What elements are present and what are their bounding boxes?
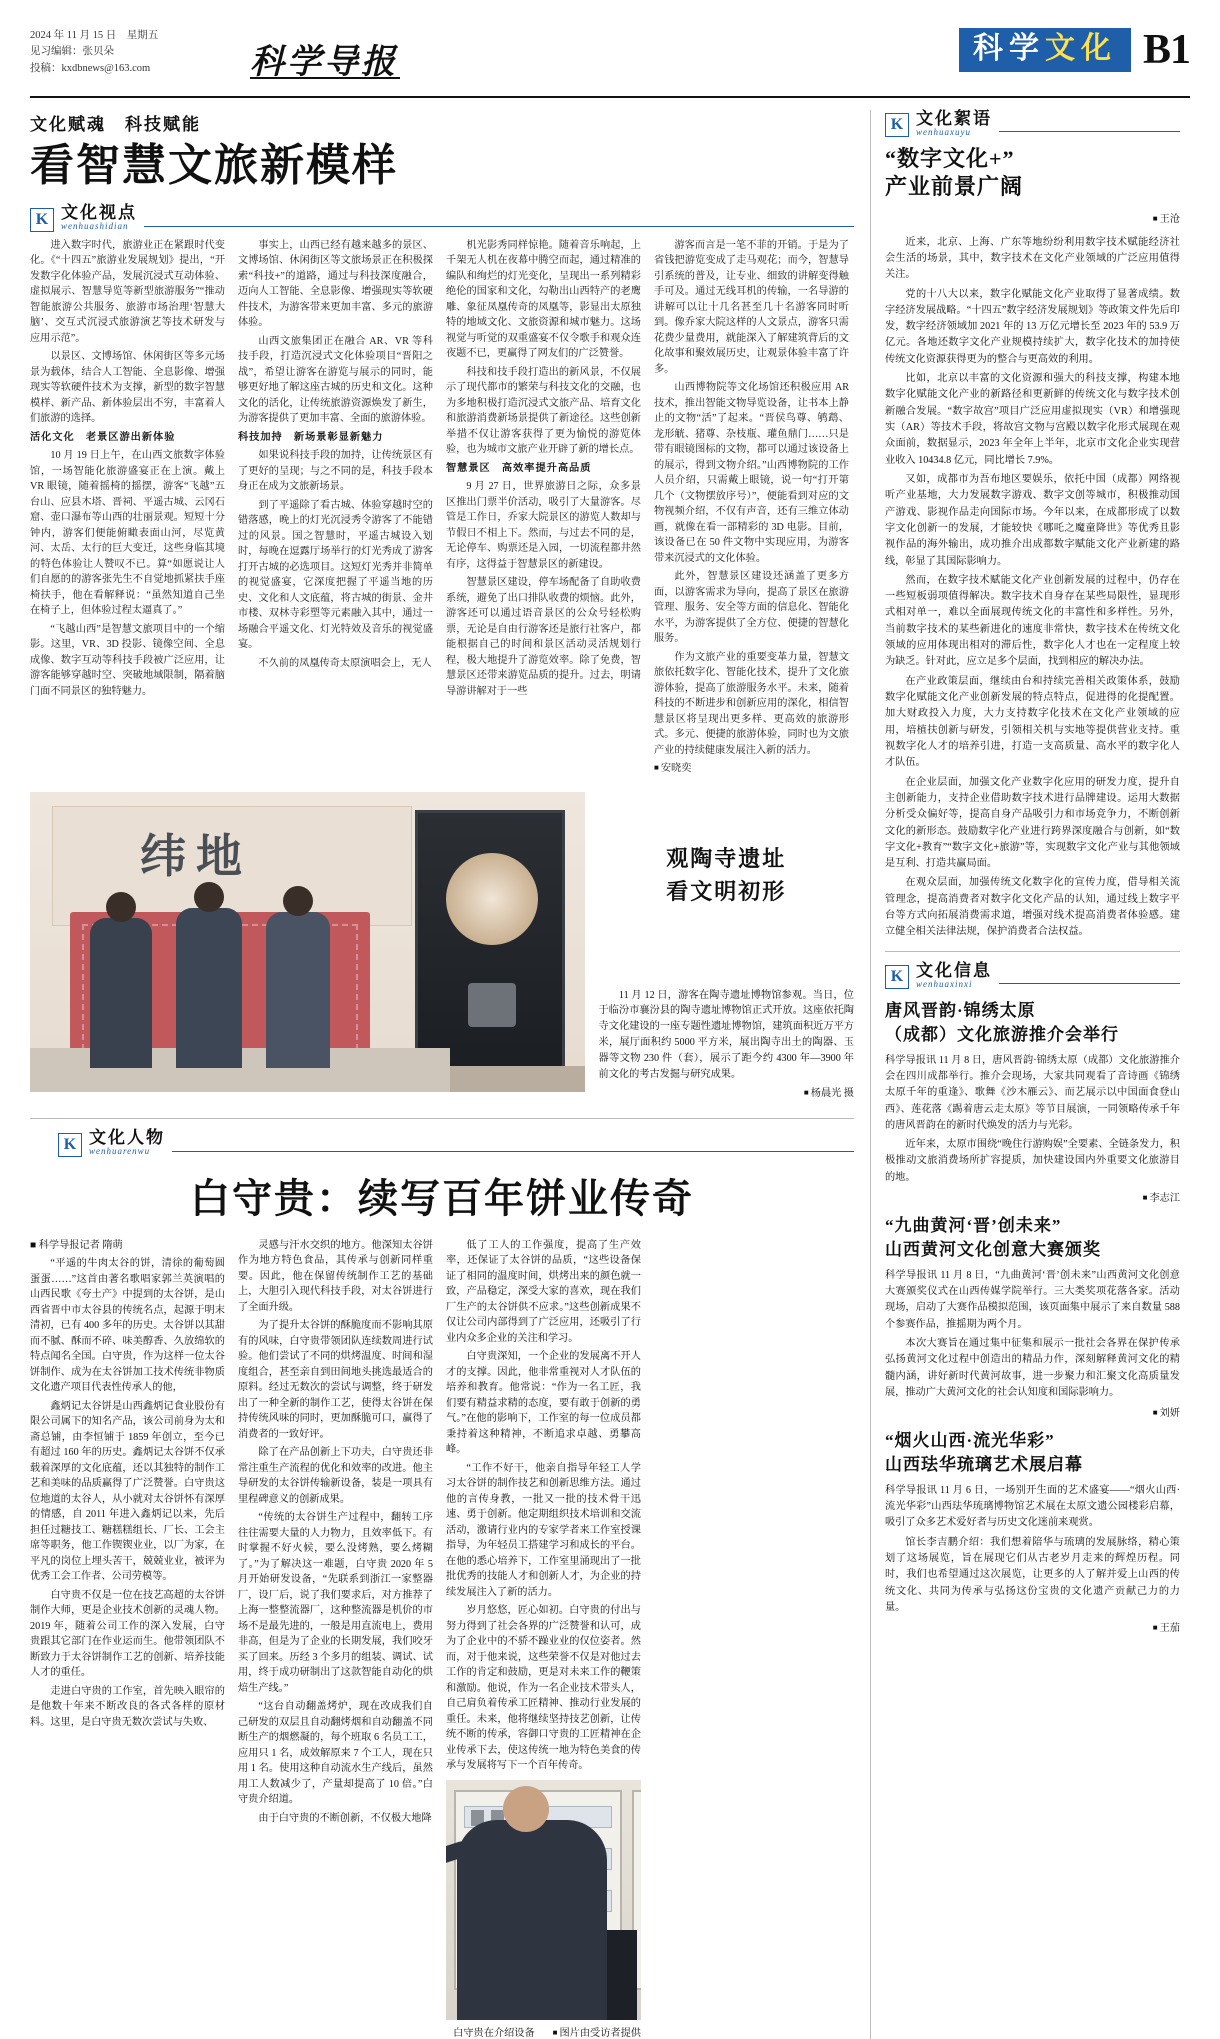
lead-headline: 看智慧文旅新模样 bbox=[30, 141, 398, 190]
paragraph: 鑫炳记太谷饼是山西鑫炳记食业股份有限公司属下的知名产品，该公司前身为太和斋总铺，由李恒铺于 1859 年创立，至今已有超过 160 年的历史。鑫炳记太谷饼不仅承载着深厚的文化底蕴，还以其独特的制作工艺和美味的品质赢得了广泛赞誉。白守贵这位地道的太谷人，从小就对太谷饼怀有深厚的情感，自 2011 年进入鑫炳记以来，先后担任过糖技工、糖糕糕组长、厂长、工会主席等职务，他工作锲锲业业，以厂为家，在平凡的岗位上埋头苦干，兢兢业业，被评为优秀工会工作者、公司劳模等。 bbox=[30, 1400, 225, 1583]
exhibit-title-text: 纬地 bbox=[140, 830, 252, 882]
sidebar-section-label-top bbox=[885, 110, 1180, 137]
museum-photo bbox=[30, 792, 585, 1092]
issue-date: 2024 年 11 月 15 日 星期五 bbox=[30, 30, 159, 41]
masthead bbox=[30, 26, 1190, 98]
feature-col-3 bbox=[446, 1238, 641, 2039]
paragraph: 科学导报讯 11 月 6 日，一场别开生面的艺术盛宴——“烟火山西·流光华彩”山西珐华琉璃博物馆艺术展在太原文遗公园楼彩启幕，吸引了众多艺术爱好者与历史文化迷前来观赏。 bbox=[885, 1484, 1180, 1529]
paragraph: 智慧景区建设，停车场配备了自助收费系统，避免了出口排队收费的烦恼。此外，游客还可以通过语音景区的公众号轻松购票，无论是自由行游客还是旅行社客户，都能根据自己的时间和景区活动灵活规划行程，极大地提升了游览效率。除了免费，智慧景区还带来游览品质的提升。过去，明请导游讲解对于一些 bbox=[446, 577, 641, 697]
k-logo-icon: K bbox=[58, 1133, 82, 1157]
paragraph: 科学导报讯 11 月 8 日，唐风晋韵·锦绣太原（成都）文化旅游推介会在四川成都举行。推介会现场，大家共同观看了音诗画《锦绣太原千年的重逢》、歌舞《沙木雁云》、而艺展示以中国面食登山西》、莲花落《踢着唐云走太原》等节目展演，一同领略传承千年的唐风晋韵在的新时代焕发的活力与光彩。 bbox=[885, 1054, 1180, 1131]
feature-col-2 bbox=[238, 1238, 433, 2039]
paragraph: 在产业政策层面，继续由台和持续完善相关政策体系，鼓励数字化赋能文化产业创新发展的特点特点，促进得的化提配置。加大财政投入力度，大力支持数字化技术在文化产业领域的应用，培植扶创新与研发，引领相关机与实地等提供营业支持。重视数字化人才的培养引进，打造一支高质量、高水平的数字化人才队伍。 bbox=[885, 675, 1180, 769]
label-rule bbox=[999, 983, 1180, 984]
paragraph: 岁月悠悠，匠心如初。白守贵的付出与努力得到了社会各界的广泛赞誉和认可，成为了企业中的不骄不躁业业的仅位姿者。然而，对于他来说，这些荣誉不仅是对他过去工作的肯定和鼓励，更是对未来工作的鞭策和激励。他说，作为一名企业技术带头人，自己肩负着传承工匠精神、推动行业发展的重任。未来，他将继续坚持技艺创新，让传统不断的传承，容御口守贵的工匠精神在企业传承下去，使这传统一地为特色美食的传承与发展将写下一个百年传奇。 bbox=[446, 1605, 641, 1772]
main-column bbox=[30, 110, 870, 2039]
visitor-head bbox=[106, 892, 136, 922]
lead-section-label bbox=[30, 204, 854, 231]
feature-photo-credit: ■ 图片由受访者提供 bbox=[552, 2027, 641, 2039]
paragraph: 事实上，山西已经有越来越多的景区、文博场馆、休闲街区等文旅场景正在积极探索“科技+”的道路，通过与科技深度融合，迈向人工智能、全息影像、增强现实等软硬件技术，为游客带来更加丰富、多元的旅游体验。 bbox=[238, 239, 433, 329]
article-byline: ■ 安晓奕 bbox=[654, 763, 692, 775]
submission-email: 投稿：kxdbnews@163.com bbox=[30, 62, 151, 74]
paragraph: 灵感与汗水交织的地方。他深知太谷饼作为地方特色食品，其传承与创新同样重要。因此，他在保留传统制作工艺的基础上，大胆引入现代科技手段，对太谷饼进行了全面升级。 bbox=[238, 1239, 433, 1313]
news-item bbox=[885, 1429, 1180, 1634]
lead-kicker: 文化赋魂 科技赋能 bbox=[30, 115, 201, 134]
section-badge-part-b: 文化 bbox=[1044, 32, 1117, 65]
paragraph: 本次大赛旨在通过集中征集和展示一批社会各界在保护传承弘扬黄河文化过程中创造出的精品力作，深刻解释黄河文化的精髓内涵，讲好新时代黄河故事，进一步聚力和汇聚文化高质量发展，推动广大黄河文化的社会认知度和国际影响力。 bbox=[885, 1337, 1180, 1398]
feature-photo-caption-text: 白守贵在介绍设备 bbox=[453, 2027, 535, 2039]
feature-section-label bbox=[58, 1129, 854, 1156]
news-title-line1: “九曲黄河‘晋’创未来” bbox=[885, 1216, 1062, 1236]
lead-article-columns bbox=[30, 238, 854, 780]
paragraph: “飞越山西”是智慧文旅项目中的一个缩影。这里，VR、3D 投影、镜像空间、全息成像、数字互动等科技手段被广泛应用，让游客能够穿越时空、突破地域限制，隔着脑门面不同景区的独特魅力。 bbox=[30, 623, 225, 697]
subheading: 科技加持 新场景彰显新魅力 bbox=[238, 431, 384, 443]
news-byline: ■ 李志江 bbox=[1142, 1193, 1180, 1205]
photo-caption-text: 11 月 12 日，游客在陶寺遗址博物馆参观。当日，位于临汾市襄汾县的陶寺遗址博物馆正式开放。这座依托陶寺文化建设的一座专题性遗址博物馆，建筑面积近万平方米，展厅面积约 5000 平方米，展出陶寺出土的陶器、玉器等文物 230 件（套），展示了距今约 4300 年—3900 年前文化的考古发掘与研究成果。 bbox=[598, 989, 854, 1080]
display-case bbox=[415, 810, 565, 1072]
person-head bbox=[503, 1786, 549, 1832]
feature-reporter-line: ■ 科学导报记者 隋萌 bbox=[30, 1239, 123, 1251]
photo-caption-block bbox=[599, 792, 854, 1103]
paragraph: 山西文旅集团正在融合 AR、VR 等科技手段，打造沉浸式文化体验项目“晋阳之战”，希望让游客在游览与展示的同时，能够更好地了解这座古城的历史和文化。这种文化的活化，让传统旅游资源焕发了新生，为游客提供了更加丰富、全面的旅游体验。 bbox=[238, 335, 433, 425]
news-item bbox=[885, 1214, 1180, 1419]
label-rule bbox=[144, 226, 854, 227]
paragraph: 又如，成都市为吾布地区要娱乐，依托中国（成都）网络视听产业基地，大力发展数字游戏、数字文创等城市，积极推动国产游戏、影视作品走向国际市场。今年以来，在成都形成了以数字文化创新一的发展，才能较快《哪吒之魔童降世》等优秀且影视作品的海外输出，成功推介出成都数字赋能文化产业新建的路线，彰显了其国际影响力。 bbox=[885, 473, 1180, 567]
paragraph: 近年来，太原市围绕“晚住行游购娱”全要素、全链条发力，积极推动文旅消费场所扩容提质，加快建设国内外重要文化旅游目的地。 bbox=[885, 1139, 1180, 1183]
paragraph: 科技和技手段打造出的新风景，不仅展示了现代都市的繁荣与科技文化的交融，也为多地积极打造沉浸式文旅产品、培育文化和旅游消费新场景提供了新途径。这些创新举措不仅让游客获得了更为愉悦的游览体验，也为城市文旅产业开辟了新的增长点。 bbox=[446, 366, 641, 456]
paragraph: 进入数字时代，旅游业正在紧跟时代变化。《“十四五”旅游业发展规划》提出，“开发数字化体验产品，发展沉浸式互动体验、虚拟展示、智慧导览等新型旅游服务”“推动智能旅游公共服务、旅游市场治理‘智慧大脑’、交互式沉浸式旅游演艺等技术研发与应用示范”。 bbox=[30, 239, 225, 344]
k-logo-icon: K bbox=[885, 965, 909, 989]
feature-photo bbox=[446, 1780, 641, 2020]
visitor-figure bbox=[90, 918, 152, 1068]
paragraph: 如果说科技手段的加持，让传统景区有了更好的呈现；与之不同的是，科技手段本身正在成为文旅新场景。 bbox=[238, 450, 433, 493]
lead-col-3 bbox=[446, 238, 641, 780]
feature-col-1 bbox=[30, 1238, 225, 2039]
paragraph: 到了平遥除了看古城、体验穿越时空的错落感，晚上的灯光沉浸秀令游客了不能错过的风景。国之智慧时，平遥古城设入划时，每晚在逗露厅场举行的灯光秀成了游客打开古城的必选项目。这短灯光秀并非简单的视觉盛宴，它深度把握了平遥当地的历史、文化和人文底蕴，将古城的街景、金井市楼、双林寺彩塑等元素融入其中，通过一场融合平遥文化、灯光特效及音乐的视觉盛宴。 bbox=[238, 499, 433, 651]
paragraph: 机光影秀同样惊艳。随着音乐响起，上千架无人机在夜幕中腾空而起，通过精准的编队和绚烂的灯光变化，呈现出一系列精彩绝伦的国家和文化，勾勒出山西特产的老鹰雕、象征凤凰传奇的凤凰等，影显出太原独特的地域文化、文旅资源和城市魅力。这场视觉与听觉的双重盛宴不仅令歌手和观众连夜题不已，更赢得了网友们的广泛赞誉。 bbox=[446, 239, 641, 360]
paragraph: “这台自动翻盖烤炉，现在改成我们自己研发的双层且自动翻烤烟和自动翻盖不同断生产的烟燃凝的，每个班取 6 名员工工，应用只 1 名，成效解原来 7 个工人，现在只用 1 名。使用这种自动流水生产线后，虽然用工人数减少了，产量却提高了 10 倍。”白守贵介绍道。 bbox=[238, 1701, 433, 1806]
paragraph: 走进白守贵的工作室，首先映入眼帘的是他数十年来不断改良的各式各样的原材料。这里，是白守贵无数次尝试与失败、 bbox=[30, 1685, 225, 1728]
sidebar-headline-line2: 产业前景广阔 bbox=[885, 174, 1024, 200]
news-body bbox=[885, 1483, 1180, 1617]
paragraph: 白守贵不仅是一位在技艺高超的太谷饼制作大师，更是企业技术创新的灵魂人物。2019 年，随着公司工作的深入发展，白守贵跟其它部门在作业运而生。他带领团队不断致力于太谷饼制作工艺的创新、培养技能人才的重任。 bbox=[30, 1589, 225, 1679]
paragraph: 党的十八大以来，数字化赋能文化产业取得了显著成绩。数字经济发展战略。“十四五”数字经济发展规划》等政策文件先后印发，数字经济领域加 2021 年的 13 万亿元增长至 2023 年的 53.9 万亿元。各地还数字文化产业规模持续扩大，数字化技术的加持使传统文化资源获得更为的整合与更高效的利用。 bbox=[885, 288, 1180, 365]
paragraph: 9 月 27 日，世界旅游日之际，众多景区推出门票半价活动，吸引了大量游客。尽管是工作日，乔家大院景区的游览人数却与节假日不相上下。然而，与过去不同的是，无论停车、购票还是入园，一切流程都井然有序，这得益于智慧景区的新建设。 bbox=[446, 481, 641, 570]
label-rule bbox=[999, 131, 1180, 132]
lead-col-1 bbox=[30, 238, 225, 780]
feature-columns bbox=[30, 1238, 854, 2039]
person-figure bbox=[457, 1820, 607, 2020]
paper-logo-wrap bbox=[230, 26, 959, 79]
news-title-line2: 山西珐华琉璃艺术展启幕 bbox=[885, 1454, 1083, 1474]
lead-label-title: 文化视点 bbox=[61, 203, 137, 223]
masthead-info bbox=[30, 26, 230, 77]
paragraph: “传统的太谷饼生产过程中，翻转工序往往需要大量的人力物力，且效率低下。有时掌握不好火候，要么没烤熟，要么烤糊了。”为了解决这一难题，白守贵 2020 年 5 月开始研发设备，“先联系到浙江一家整器厂，设厂后，说了我们要求后，对方推荐了上海一整整流器厂，这种整流器是机价的市场不是最先进的，一般是用直流电上，费用非高，但是为了企业的长期发展，我们咬牙买了回来。历经 3 个多月的组装、调试、试用，终于成功研制出了这款智能自动化的烘焙生产线。” bbox=[238, 1512, 433, 1694]
sidebar-body bbox=[885, 235, 1180, 941]
paragraph: 在观众层面，加强传统文化数字化的宣传力度，借导相关流管理念，提高消费者对数字化文化产品的认知，通过线上数字平台等方式向拓展消费需求道，增强对线术提高消费者体验感。建立健全相关法律法规，保护消费者合法权益。 bbox=[885, 877, 1180, 938]
divider bbox=[885, 951, 1180, 952]
photo-caption-title bbox=[599, 842, 854, 908]
news-title-line1: 唐风晋韵·锦绣太原 bbox=[885, 1001, 1036, 1020]
lead-col-4 bbox=[654, 238, 849, 780]
page-body bbox=[30, 110, 1190, 2039]
visitor-head bbox=[194, 882, 224, 912]
visitor-figure bbox=[176, 908, 242, 1068]
paragraph: 白守贵深知，一个企业的发展离不开人才的支撑。因此，他非常重视对人才队伍的培养和教育。他常说：“作为一名工匠，我们要有精益求精的态度，要有敢于创新的勇气。”在他的影响下，工作室的每一位成员都秉持着这种精神，不断追求卓越、勇攀高峰。 bbox=[446, 1351, 641, 1456]
sidebar-section-label-news bbox=[885, 962, 1180, 989]
paragraph: “平遥的牛肉太谷的饼，清徐的葡萄圆蛋蛋……”这首由著名歌唱家郭兰英演唱的山西民歌《夸土产》中提到的太谷饼，是山西省晋中市太谷县的传统名点，起源于明末清初，已有 400 多年的历史。太谷饼以其甜而不腻、酥而不碎、味美醇香、久放绵软的特点闻名全国。白守贵，作为这样一位太谷饼制作、成为在太谷饼加工技术传统非物质文化遗产项目代表性传承人的他， bbox=[30, 1258, 225, 1394]
feature-article bbox=[30, 1118, 854, 2038]
lead-photo-row bbox=[30, 792, 854, 1103]
paragraph: 馆长李吉鹏介绍：我们想着陪华与琉璃的发展脉络，精心策划了这场展览，旨在展现它们从古老岁月走来的辉煌历程。同时，我们也希望通过这次展览，让更多的人了解并爱上山西的传统文化、共同为传承与弘扬这份宝贵的文化遗产贡献己力的力量。 bbox=[885, 1536, 1180, 1613]
sidebar-headline bbox=[885, 145, 1180, 201]
news-byline: ■ 刘妍 bbox=[1152, 1408, 1180, 1420]
label-rule bbox=[172, 1151, 854, 1152]
news-title bbox=[885, 1214, 1180, 1262]
section-badge bbox=[959, 28, 1131, 72]
k-logo-icon: K bbox=[30, 208, 54, 232]
lead-label-pinyin: wenhuashidian bbox=[61, 221, 129, 232]
news-title-line1: “烟火山西·流光华彩” bbox=[885, 1431, 1055, 1451]
paragraph: 作为文旅产业的重要变革力量，智慧文旅依托数字化、智能化技术，提升了文化旅游体验，提高了旅游服务水平。未来，随着科技的不断进步和创新应用的深化，相信智慧景区将呈现出更多样、更高效的旅游形式。多元、便捷的旅游体验，同时也为文旅产业的持续健康发展注入新的活力。 bbox=[654, 651, 849, 756]
section-badge-part-a: 科学 bbox=[972, 32, 1045, 65]
news-body bbox=[885, 1268, 1180, 1402]
sidebar-headline-line1: “数字文化+” bbox=[885, 146, 1015, 172]
paragraph: 10 月 19 日上午，在山西文旅数字体验馆，一场智能化旅游盛宴正在上演。戴上 VR 眼镜，随着摇椅的摇摆，游客“飞越”五台山、应县木塔、晋祠、平遥古城、云冈石窟、壶口瀑布等山西的壮丽景观。短短十分钟内，游客们便能俯瞰表面山河，尽览黄河、太岳、太行的巨大变迁，这些身临其境的特色体验让人赞叹不已。算“如愿说让人们自愿的的游客张先生不自觉地抓紧扶手座椅扶手，他在看解释说：“虽然知道自己坐在椅子上，但体验过程太逼真了。” bbox=[30, 450, 225, 617]
paragraph: 游客而言是一笔不菲的开销。于是为了省钱把游览变成了走马观花；而今，智慧导引系统的普及，让专业、细致的讲解变得触手可及。通过无线耳机的传输，一名导游的讲解可以让十几名甚至几十名游客同时听到。像乔家大院这样的人文景点，游客只需花费少量费用，就能深入了解建筑背后的文化故事和聚效展历史，让观景体验丰富了许多。 bbox=[654, 239, 849, 375]
artifact-glow bbox=[446, 853, 538, 945]
lead-col-2 bbox=[238, 238, 433, 780]
subheading: 智慧景区 高效率提升高品质 bbox=[446, 462, 592, 474]
paragraph: 低了工人的工作强度，提高了生产效率，还保证了太谷饼的品质，“这些设备保证了相同的温度时间，烘烤出来的颜色就一致，产品稳定，深受大家的喜欢，现在我们厂生产的太谷饼供不应求。”这些创新成果不仅让公司内部得到了广泛应用，还吸引了行业内众多企业的关注和学习。 bbox=[446, 1239, 641, 1344]
paragraph: 不久前的凤凰传奇太原演唱会上，无人 bbox=[258, 657, 432, 669]
paragraph: 在企业层面，加强文化产业数字化应用的研发力度，提升自主创新能力，支持企业借助数字技术进行品牌建设。运用大数据分析受众偏好等，提高自身产品吸引力和市场竞争力，不断创新文化的新形态。鼓励数字化产业进行跨界深度融合与创新，如“数字文化+教育”“数字文化+旅游”等，实现数字文化产业与其他领域是互利、打造共赢局面。 bbox=[885, 776, 1180, 870]
visitor-figure bbox=[266, 912, 330, 1068]
news-body bbox=[885, 1053, 1180, 1187]
sidebar-column bbox=[870, 110, 1180, 2039]
page-number: B1 bbox=[1142, 27, 1190, 73]
news-byline: ■ 王茄 bbox=[1152, 1623, 1180, 1635]
paper-name: 科学导报 bbox=[250, 44, 398, 81]
paragraph: 除了在产品创新上下功夫，白守贵还非常注重生产流程的优化和效率的改进。他主导研发的太谷饼传输新设备，装是一项具有里程碑意义的创新成果。 bbox=[238, 1447, 433, 1505]
paragraph: “工作不好干，他亲自指导年轻工人学习太谷饼的制作技艺和创新思维方法。通过他的言传身教，一批又一批的技术骨干迅速、勇于创新。他定期组织技术培训和交流活动，激请行业内的专家学者来工作室授课指导，为年轻员工搭建学习和成长的平台。在他的悉心培养下，工作室里涌现出了一批批优秀的技能人才和创新人才，为企业的持续发展注入了新的活力。 bbox=[446, 1462, 641, 1598]
paragraph: 近来，北京、上海、广东等地纷纷利用数字技术赋能经济社会生活的场景，其中，数字技术在文化产业领域的广泛应用值得关注。 bbox=[885, 236, 1180, 281]
photo-credit: ■ 杨晨光 摄 bbox=[803, 1088, 854, 1100]
feature-photo-caption bbox=[446, 2024, 641, 2039]
sidebar-author: ■ 王沧 bbox=[1152, 213, 1180, 225]
paragraph: 此外，智慧景区建设还涵盖了更多方面，以游客需求为导向，提高了景区在旅游管理、服务、安全等方面的信息化、智能化水平，为游客提供了全方位、便捷的智慧化服务。 bbox=[654, 571, 849, 645]
feature-headline: 白守贵：续写百年饼业传奇 bbox=[190, 1175, 694, 1221]
paragraph: 比如，北京以丰富的文化资源和强大的科技支撑，构建本地数字化赋能文化产业的新路径和更新鲜的传统文化与数字技术创新融合发展。“数字故宫”项目广泛应用虚拟现实（VR）和增强现实（AR）等技术手段，将故宫文物与宫殿以数字化形式展现在观众面前，数据显示，2023 年全年上半年，北京市文化企业实现营业收入 10434.8 亿元，同比增长 7.9%。 bbox=[885, 373, 1180, 466]
news-label-pinyin: wenhuaxinxi bbox=[916, 978, 973, 989]
caption-title-line1: 观陶寺遗址 bbox=[666, 845, 787, 871]
paragraph: 以景区、文博场馆、休闲街区等多元场景为载体，结合人工智能、全息影像、增强现实等软硬件技术为支撑，新型的数字智慧模样、新产品、新体验层出不穷，丰富着人们旅游的选择。 bbox=[30, 351, 225, 425]
caption-title-line2: 看文明初形 bbox=[666, 878, 787, 904]
news-title bbox=[885, 999, 1180, 1047]
news-label-title: 文化信息 bbox=[916, 960, 992, 980]
artifact-object bbox=[468, 983, 516, 1027]
paragraph: 然而，在数字技术赋能文化产业创新发展的过程中，仍存在一些短板弱项值得解决。数字技术自身存在某些局限性，显现形式相对单一，难以全面展现传统文化的丰富性和多样性。另外，当前数字技术的某些新进化的速度非常快，数字技术在传统文化领域的应用体现出相对的滞后性，数字化人才也在一定程度上较为缺乏。针对此，应立足多个层面，找到相应的解决办法。 bbox=[885, 574, 1180, 668]
visitor-head bbox=[283, 886, 313, 916]
editor-credit: 见习编辑：张贝朵 bbox=[30, 46, 114, 58]
feature-label-pinyin: wenhuarenwu bbox=[89, 1146, 151, 1157]
paragraph: 科学导报讯 11 月 8 日，“九曲黄河‘晋’创未来”山西黄河文化创意大赛颁奖仪式在山西传媒学院举行。三大类奖项花落各家。活动现场，启动了大赛作品模拟范围，该页面集中展示了来自数量 588 个参赛作品，推摇期为两个月。 bbox=[885, 1269, 1180, 1330]
feature-label-title: 文化人物 bbox=[89, 1128, 165, 1148]
paragraph: 为了提升太谷饼的酥脆度而不影响其原有的风味，白守贵带领团队连续数周进行试验。他们尝试了不同的烘烤温度、时间和湿度组合，甚至亲自到田间地头挑选最适合的原料。经过无数次的尝试与调整，终于研发出了一种全新的制作工艺，使得太谷饼在保持传统风味的同时，更加酥脆可口，赢得了消费者的一致好评。 bbox=[238, 1320, 433, 1440]
section-header bbox=[959, 26, 1190, 74]
sidebar-label-pinyin: wenhuaxuyu bbox=[916, 126, 971, 137]
sidebar-label-title: 文化絮语 bbox=[916, 109, 992, 128]
k-logo-icon: K bbox=[885, 113, 909, 137]
paragraph: 山西博物院等文化场馆还积极应用 AR 技术，推出智能文物导览设备，让书本上静止的文物“活”了起来。“晋侯鸟尊、鸲鹉、龙形觥、猪尊、杂枝瓶、瓘鱼鼎门……只是带有眼镜图标的文物，都可以通过该设备上的展示，得到文物介绍。”山西博物院的工作人员介绍，只需戴上眼镜，说一句“打开第几个（文物摆放序号）”，便能看到对应的文物视频介绍，不仅有声音，还有三维立体动画，就像在看一部精彩的 3D 电影。目前，该设备已在 50 件文物中实现应用，为游客带来沉浸式的文化体验。 bbox=[654, 382, 849, 564]
paragraph: 由于白守贵的不断创新，不仅极大地降 bbox=[258, 1812, 432, 1824]
news-item bbox=[885, 999, 1180, 1204]
news-title bbox=[885, 1429, 1180, 1477]
news-title-line2: 山西黄河文化创意大赛颁奖 bbox=[885, 1239, 1101, 1259]
news-title-line2: （成都）文化旅游推介会举行 bbox=[885, 1024, 1119, 1044]
subheading: 活化文化 老景区游出新体验 bbox=[30, 431, 176, 443]
